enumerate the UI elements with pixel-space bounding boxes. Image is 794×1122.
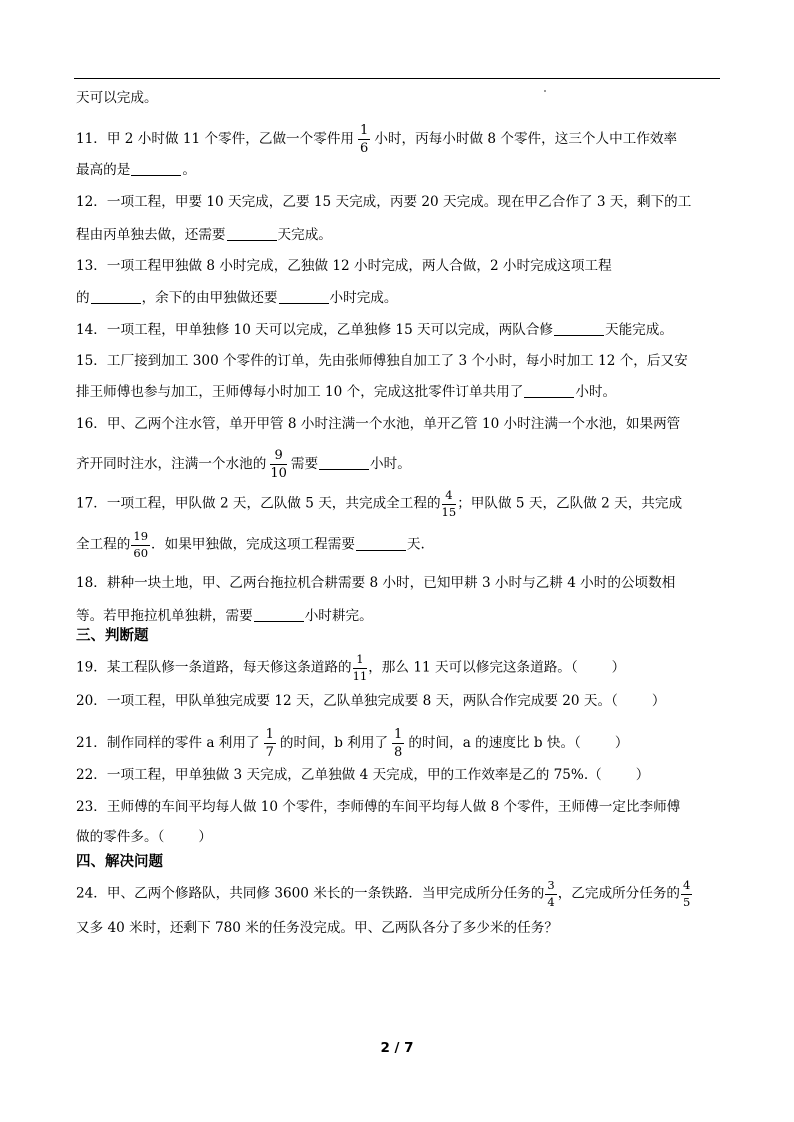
fraction: $\frac{1}{7}$ <box>265 727 274 760</box>
fraction: $\frac{19}{60}$ <box>133 529 149 560</box>
fraction: $\frac{1}{8}$ <box>394 727 403 760</box>
header-rule <box>74 78 720 79</box>
question-16-line-1: 16．甲、乙两个注水管，单开甲管 8 小时注满一个水池，单开乙管 10 小时注满一个水池，如果两管 <box>76 416 681 432</box>
section-heading-problems: 四、解决问题 <box>76 854 163 870</box>
answer-blank[interactable] <box>524 383 574 398</box>
question-21: 21．制作同样的零件 a 利用了 $\frac{1}{7}$ 的时间，b 利用了 $\frac{1}{8}$ 的时间，a 的速度比 b 快。（ ） <box>76 727 629 760</box>
question-16-line-2: 齐开同时注水，注满一个水池的 $\frac{9}{10}$ 需要 小时。 <box>76 448 411 481</box>
question-17-line-2: 全工程的 $\frac{19}{60}$ ．如果甲独做，完成这项工程需要 天. <box>76 529 425 560</box>
fraction: $\frac{9}{10}$ <box>270 448 287 481</box>
question-12-line-2: 程由丙单独去做，还需要 天完成。 <box>76 227 332 243</box>
fraction: $\frac{3}{4}$ <box>547 878 555 909</box>
continuation-text: 天可以完成。 <box>76 90 158 106</box>
question-15-line-2: 排王师傅也参与加工，王师傅每小时加工 10 个，完成这批零件订单共用了 小时。 <box>76 384 617 400</box>
answer-blank[interactable] <box>554 321 604 336</box>
question-24-line-2: 又多 40 米时，还剩下 780 米的任务没完成。甲、乙两队各分了多少米的任务？ <box>76 920 558 936</box>
answer-blank[interactable] <box>91 289 141 304</box>
question-18-line-1: 18．耕种一块土地，甲、乙两台拖拉机合耕需要 8 小时，已知甲耕 3 小时与乙耕 4 小时的公顷数相 <box>76 575 676 591</box>
question-22: 22．一项工程，甲单独做 3 天完成，乙单独做 4 天完成，甲的工作效率是乙的 75%.（ ） <box>76 767 650 783</box>
section-heading-judgment: 三、判断题 <box>76 628 149 644</box>
page-number: 2 / 7 <box>380 1040 414 1056</box>
answer-blank[interactable] <box>131 161 181 176</box>
answer-blank[interactable] <box>319 455 369 470</box>
question-23-line-1: 23．王师傅的车间平均每人做 10 个零件，李师傅的车间平均每人做 8 个零件，王师傅一定比李师傅 <box>76 799 681 815</box>
question-23-line-2: 做的零件多。（ ） <box>76 829 212 845</box>
fraction: $\frac{1}{11}$ <box>352 652 368 683</box>
answer-blank[interactable] <box>254 607 304 622</box>
question-13-line-2: 的 ，余下的由甲独做还要 小时完成。 <box>76 290 398 306</box>
question-20: 20．一项工程，甲队单独完成要 12 天，乙队单独完成要 8 天，两队合作完成要 20 天。（ ） <box>76 693 666 709</box>
answer-blank[interactable] <box>356 536 406 551</box>
question-17-line-1: 17．一项工程，甲队做 2 天，乙队做 5 天，共完成全工程的 $\frac{4}{15}$ ；甲队做 5 天，乙队做 2 天，共完成 <box>76 488 683 519</box>
question-12-line-1: 12．一项工程，甲要 10 天完成，乙要 15 天完成，丙要 20 天完成。现在甲乙合作了 3 天，剩下的工 <box>76 194 692 210</box>
question-15-line-1: 15．工厂接到加工 300 个零件的订单，先由张师傅独自加工了 3 个小时，每小时加工 12 个，后又安 <box>76 353 688 369</box>
question-18-line-2: 等。若甲拖拉机单独耕，需要 小时耕完。 <box>76 608 373 624</box>
fraction: $\frac{4}{5}$ <box>683 878 691 909</box>
answer-blank[interactable] <box>227 226 277 241</box>
question-11-line-2: 最高的是 。 <box>76 162 196 178</box>
answer-blank[interactable] <box>279 289 329 304</box>
scan-speck <box>544 90 546 92</box>
question-13-line-1: 13．一项工程甲独做 8 小时完成，乙独做 12 小时完成，两人合做，2 小时完成这项工程 <box>76 258 612 274</box>
question-14: 14．一项工程，甲单独修 10 天可以完成，乙单独修 15 天可以完成，两队合修 天能完成。 <box>76 322 673 338</box>
fraction: $\frac{4}{15}$ <box>441 488 457 519</box>
fraction: $\frac{1}{6}$ <box>360 123 369 156</box>
question-19: 19．某工程队修一条道路，每天修这条道路的 $\frac{1}{11}$ ，那么 11 天可以修完这条道路。（ ） <box>76 652 626 683</box>
question-11-line-1: 11．甲 2 小时做 11 个零件，乙做一个零件用 $\frac{1}{6}$ 小时，丙每小时做 8 个零件，这三个人中工作效率 <box>76 123 678 156</box>
question-24-line-1: 24．甲、乙两个修路队，共同修 3600 米长的一条铁路．当甲完成所分任务的 $\frac{3}{4}$ ，乙完成所分任务的 $\frac{4}{5}$ <box>76 878 691 909</box>
